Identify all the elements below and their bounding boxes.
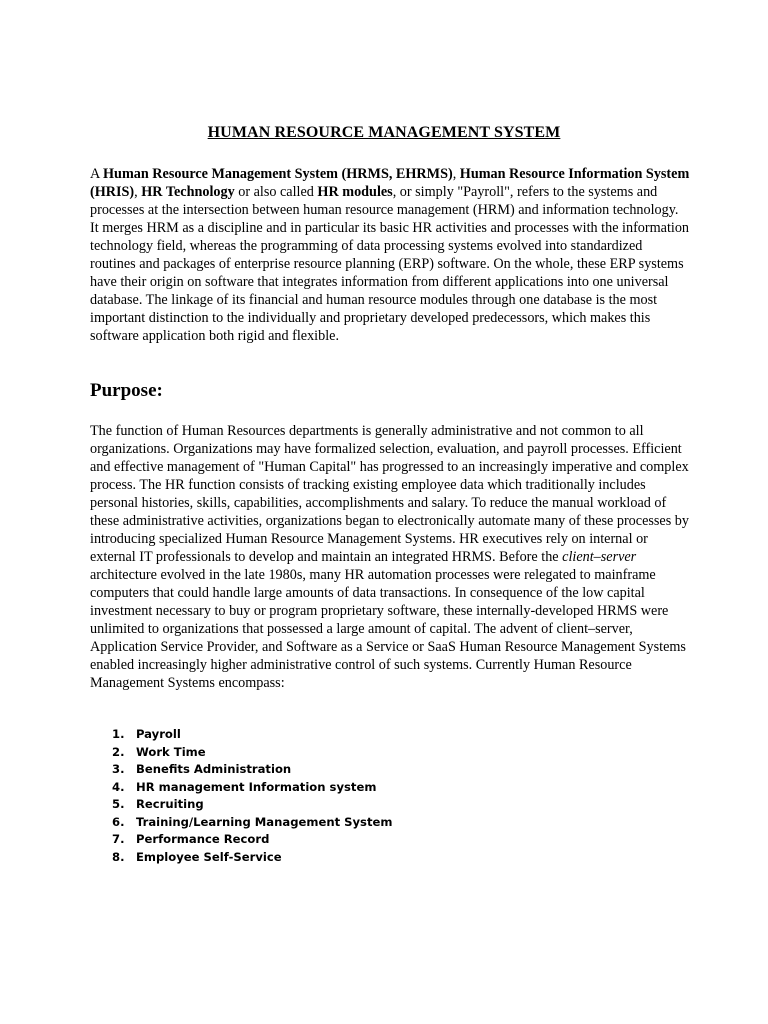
intro-text: or also called [234, 184, 318, 200]
intro-bold-term: Human Resource Management System (HRMS, EHRMS) [103, 166, 453, 182]
purpose-text: architecture evolved in the late 1980s, many HR automation processes were relegated to mainframe computers that could handle large amounts of data transactions. In consequence of the low capital investment necessary to buy or program proprietary software, these internally-developed HRMS were unlimited to organizations that possessed a large amount of capital. The advent of client–server, Application Service Provider, and Software as a Service or SaaS Human Resource Management Systems enabled increasingly higher administrative control of such systems. Currently Human Resource Management Systems encompass: [90, 567, 686, 691]
list-item-number: 7. [112, 832, 125, 846]
document-title: HUMAN RESOURCE MANAGEMENT SYSTEM [207, 124, 561, 141]
intro-paragraph [90, 165, 690, 345]
list-item-number: 8. [112, 849, 125, 864]
list-item-number: 6. [112, 814, 125, 829]
purpose-text: The function of Human Resources departments is generally administrative and not common to all organizations. Organizations may have formalized selection, evaluation, and payroll processes. Efficient and effective management of "Human Capital" has progressed to an increasingly imperative and complex process. The HR function consists of tracking existing employee data which traditionally includes personal histories, skills, capabilities, accomplishments and salary. To reduce the manual workload of these administrative activities, organizations began to electronically automate many of these processes by introducing specialized Human Resource Management Systems. HR executives rely on internal or external IT professionals to develop and maintain an integrated HRMS. Before the [90, 423, 689, 565]
list-item [90, 849, 490, 867]
intro-bold-term: HR modules [317, 184, 393, 200]
list-item-number: 2. [112, 744, 125, 759]
intro-text: , or simply "Payroll", refers to the systems and processes at the intersection between human resource management (HRM) and information technology. It merges HRM as a discipline and in particular its basic HR activities and processes with the information technology field, whereas the programming of data processing systems evolved into standardized routines and packages of enterprise resource planning (ERP) software. On the whole, these ERP systems have their origin on software that integrates information from different applications into one universal database. The linkage of its financial and human resource modules through one database is the most important distinction to the individually and proprietary developed predecessors, which makes this software application both rigid and flexible. [90, 184, 690, 344]
purpose-heading: Purpose: [90, 380, 163, 401]
purpose-italic-term: client–server [562, 549, 637, 565]
list-item [90, 744, 490, 762]
intro-text: A [90, 166, 104, 182]
list-item-label: Employee Self-Service [136, 849, 282, 864]
list-item-label: Payroll [136, 727, 181, 741]
list-item [90, 831, 490, 849]
list-item-number: 3. [112, 762, 125, 776]
list-item-number: 4. [112, 779, 125, 794]
list-item-label: Benefits Administration [136, 762, 292, 776]
list-item-number: 5. [112, 797, 125, 811]
list-item-number: 1. [112, 727, 125, 741]
list-item-label: HR management Information system [136, 779, 377, 794]
list-item-label: Training/Learning Management System [136, 814, 393, 829]
list-item [90, 796, 490, 814]
list-item-label: Performance Record [136, 832, 270, 846]
intro-bold-term: Human Resource Information System (HRIS) [90, 166, 690, 200]
hrms-modules-list [90, 726, 490, 866]
intro-text: , [134, 184, 142, 200]
list-item [90, 726, 490, 744]
list-item-label: Work Time [136, 744, 206, 759]
purpose-paragraph [90, 422, 690, 692]
list-item [90, 814, 490, 832]
list-item [90, 761, 490, 779]
intro-bold-term: HR Technology [141, 184, 235, 200]
list-item-label: Recruiting [136, 797, 204, 811]
list-item [90, 779, 490, 797]
intro-text: , [452, 166, 460, 182]
